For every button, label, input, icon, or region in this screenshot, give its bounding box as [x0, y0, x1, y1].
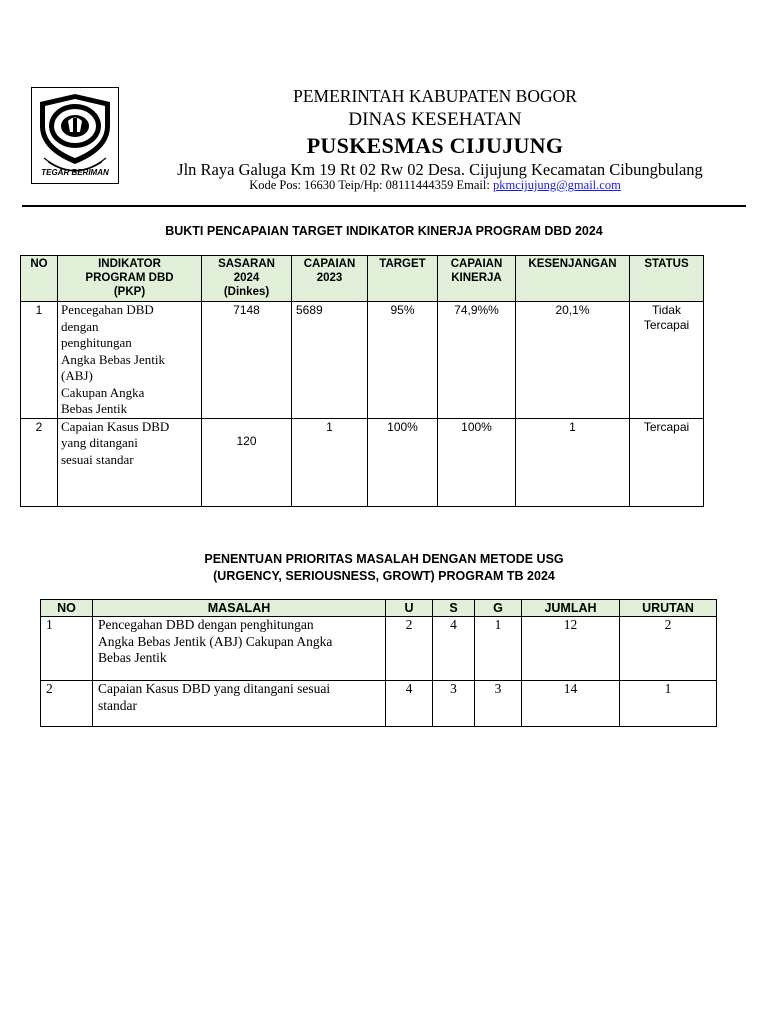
col-no: NO — [41, 600, 93, 617]
table-row — [41, 617, 717, 681]
cell-capaian: 1 — [292, 418, 368, 506]
cell-kinerja: 74,9%% — [438, 302, 516, 419]
cell-target: 95% — [368, 302, 438, 419]
header-government: PEMERINTAH KABUPATEN BOGOR — [293, 86, 577, 106]
cell-masalah: Pencegahan DBD dengan penghitungan Angka Bebas Jentik (ABJ) Cakupan Angka Bebas Jentik — [93, 617, 386, 681]
table-row — [41, 681, 717, 727]
cell-indikator: Capaian Kasus DBD yang ditangani sesuai standar — [58, 418, 202, 506]
cell-status: Tercapai — [630, 418, 704, 506]
cell-target: 100% — [368, 418, 438, 506]
col-urutan: URUTAN — [620, 600, 717, 617]
table-row — [21, 418, 704, 506]
cell-g: 1 — [475, 617, 522, 681]
cell-g: 3 — [475, 681, 522, 727]
cell-kesenjangan: 20,1% — [516, 302, 630, 419]
contact-text: Kode Pos: 16630 Teip/Hp: 08111444359 Email: — [249, 178, 493, 192]
cell-jumlah: 14 — [522, 681, 620, 727]
header-address: Jln Raya Galuga Km 19 Rt 02 Rw 02 Desa. Cijujung Kecamatan Cibungbulang — [177, 160, 703, 179]
cell-sasaran: 7148 — [202, 302, 292, 419]
cell-no: 2 — [21, 418, 58, 506]
cell-no: 2 — [41, 681, 93, 727]
performance-table — [20, 255, 704, 507]
cell-indikator: Pencegahan DBD dengan penghitungan Angka Bebas Jentik (ABJ) Cakupan Angka Bebas Jentik — [58, 302, 202, 419]
cell-status: Tidak Tercapai — [630, 302, 704, 419]
cell-masalah: Capaian Kasus DBD yang ditangani sesuai standar — [93, 681, 386, 727]
cell-jumlah: 12 — [522, 617, 620, 681]
col-u: U — [386, 600, 433, 617]
table2-title-line2: (URGENCY, SERIOUSNESS, GROWT) PROGRAM TB 2024 — [213, 569, 555, 583]
col-status: STATUS — [630, 256, 704, 302]
cell-s: 3 — [433, 681, 475, 727]
col-masalah: MASALAH — [93, 600, 386, 617]
col-g: G — [475, 600, 522, 617]
bogor-emblem-icon — [32, 88, 118, 183]
cell-kinerja: 100% — [438, 418, 516, 506]
col-target: TARGET — [368, 256, 438, 302]
col-kesenjangan: KESENJANGAN — [516, 256, 630, 302]
cell-urutan: 1 — [620, 681, 717, 727]
header-puskesmas: PUSKESMAS CIJUJUNG — [306, 133, 564, 158]
cell-s: 4 — [433, 617, 475, 681]
col-kinerja: CAPAIAN KINERJA — [438, 256, 516, 302]
cell-capaian: 5689 — [292, 302, 368, 419]
header-contact — [170, 178, 700, 193]
district-logo — [31, 87, 119, 184]
usg-priority-table — [40, 599, 717, 727]
svg-text:TEGAR BERIMAN: TEGAR BERIMAN — [41, 168, 109, 177]
col-no: NO — [21, 256, 58, 302]
table-row — [21, 302, 704, 419]
table-header-row — [41, 600, 717, 617]
table1-title: BUKTI PENCAPAIAN TARGET INDIKATOR KINERJA PROGRAM DBD 2024 — [165, 224, 603, 238]
header-department: DINAS KESEHATAN — [348, 109, 522, 130]
table2-title-line1: PENENTUAN PRIORITAS MASALAH DENGAN METODE USG — [204, 552, 564, 566]
cell-sasaran: 120 — [202, 418, 292, 506]
cell-no: 1 — [21, 302, 58, 419]
cell-no: 1 — [41, 617, 93, 681]
col-capaian: CAPAIAN 2023 — [292, 256, 368, 302]
cell-kesenjangan: 1 — [516, 418, 630, 506]
table-header-row — [21, 256, 704, 302]
cell-u: 2 — [386, 617, 433, 681]
col-jumlah: JUMLAH — [522, 600, 620, 617]
cell-urutan: 2 — [620, 617, 717, 681]
cell-u: 4 — [386, 681, 433, 727]
email-link[interactable]: pkmcijujung@gmail.com — [492, 178, 621, 192]
col-indikator: INDIKATOR PROGRAM DBD (PKP) — [58, 256, 202, 302]
header-divider — [22, 205, 746, 207]
col-sasaran: SASARAN 2024 (Dinkes) — [202, 256, 292, 302]
col-s: S — [433, 600, 475, 617]
